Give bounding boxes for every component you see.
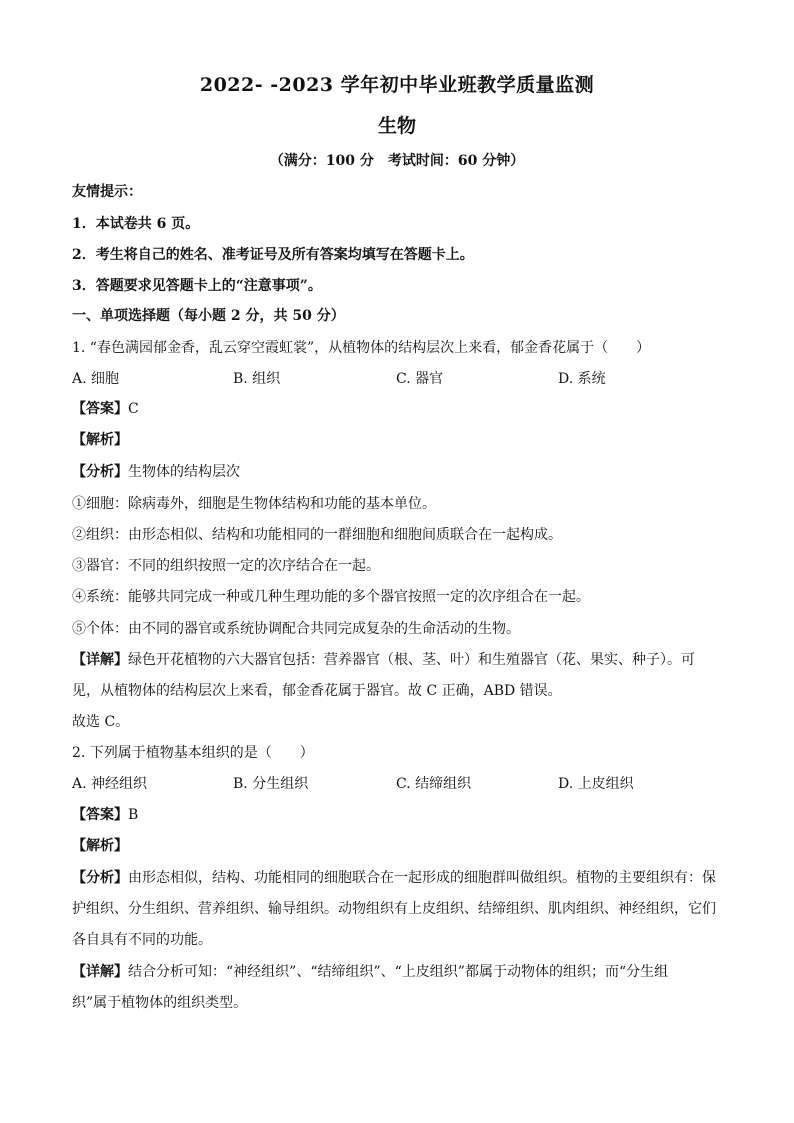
q1-option-b: B. 组织 — [233, 371, 281, 387]
q1-point-1: ①细胞：除病毒外，细胞是生物体结构和功能的基本单位。 — [72, 496, 436, 512]
q2-detail-1: 结合分析可知：“神经组织”、“结缔组织”、“上皮组织”都属于动物体的组织；而“分生组 — [128, 964, 669, 980]
section-heading: 一、单项选择题（每小题 2 分，共 50 分） — [72, 308, 345, 324]
q2-answer-tag: 【答案】 — [72, 807, 128, 823]
q2-answer-line — [72, 805, 734, 825]
q1-point-5: ⑤个体：由不同的器官或系统协调配合共同完成复杂的生命活动的生物。 — [72, 621, 520, 637]
q2-fenxi-line-3: 各自具有不同的功能。 — [72, 932, 212, 948]
q1-point-3: ③器官：不同的组织按照一定的次序结合在一起。 — [72, 558, 380, 574]
q2-stem: 2. 下列属于植物基本组织的是（ ） — [72, 745, 314, 761]
q2-detail-line-2: 织”属于植物体的组织类型。 — [72, 995, 248, 1011]
q2-fenxi-line-2: 护组织、分生组织、营养组织、输导组织。动物组织有上皮组织、结缔组织、肌肉组织、神经组织，它们 — [72, 901, 716, 917]
q1-conclusion: 故选 C。 — [72, 714, 130, 730]
q2-option-b: B. 分生组织 — [233, 776, 309, 792]
q2-option-c: C. 结缔组织 — [396, 776, 472, 792]
q2-detail-tag: 【详解】 — [72, 964, 128, 980]
q2-fenxi-line-1 — [72, 868, 734, 888]
q2-fenxi-tag: 【分析】 — [72, 870, 128, 886]
exam-title: 2022- -2023 学年初中毕业班教学质量监测 — [199, 74, 595, 96]
tip-3: 3．答题要求见答题卡上的“注意事项”。 — [72, 278, 322, 294]
subject-title: 生物 — [377, 115, 416, 137]
q1-fenxi-line — [72, 462, 734, 482]
q1-detail-line-1 — [72, 650, 734, 670]
q1-fenxi-tag: 【分析】 — [72, 464, 128, 480]
q2-option-a: A. 神经组织 — [72, 776, 148, 792]
q2-detail-line-1 — [72, 962, 734, 982]
q1-detail-line-2: 见，从植物体的结构层次上来看，郁金香花属于器官。故 C 正确，ABD 错误。 — [72, 683, 562, 699]
q1-point-2: ②组织：由形态相似、结构和功能相同的一群细胞和细胞间质联合在一起构成。 — [72, 527, 562, 543]
q2-fenxi-1: 由形态相似，结构、功能相同的细胞联合在一起形成的细胞群叫做组织。植物的主要组织有：保 — [128, 870, 716, 886]
exam-info: （满分：100 分 考试时间：60 分钟） — [269, 153, 525, 169]
q1-detail-tag: 【详解】 — [72, 652, 128, 668]
q1-point-4: ④系统：能够共同完成一种或几种生理功能的多个器官按照一定的次序组合在一起。 — [72, 589, 590, 605]
q1-answer-line — [72, 399, 734, 419]
q1-option-c: C. 器官 — [396, 371, 444, 387]
q1-answer: C — [128, 401, 139, 417]
tip-1: 1．本试卷共 6 页。 — [72, 216, 200, 232]
tips-heading: 友情提示： — [72, 184, 142, 200]
q2-answer: B — [128, 807, 139, 823]
q1-option-d: D. 系统 — [558, 371, 606, 387]
q1-analysis-tag: 【解析】 — [72, 432, 128, 448]
q2-analysis-tag: 【解析】 — [72, 838, 128, 854]
q1-detail-1: 绿色开花植物的六大器官包括：营养器官（根、茎、叶）和生殖器官（花、果实、种子）。可 — [128, 652, 695, 668]
q1-option-a: A. 细胞 — [72, 371, 120, 387]
q1-stem: 1. “春色满园郁金香，乱云穿空霞虹裳”，从植物体的结构层次上来看，郁金香花属于（ ） — [72, 340, 651, 356]
tip-2: 2．考生将自己的姓名、准考证号及所有答案均填写在答题卡上。 — [72, 247, 474, 263]
q2-option-d: D. 上皮组织 — [558, 776, 634, 792]
q1-answer-tag: 【答案】 — [72, 401, 128, 417]
q1-fenxi: 生物体的结构层次 — [128, 464, 240, 480]
